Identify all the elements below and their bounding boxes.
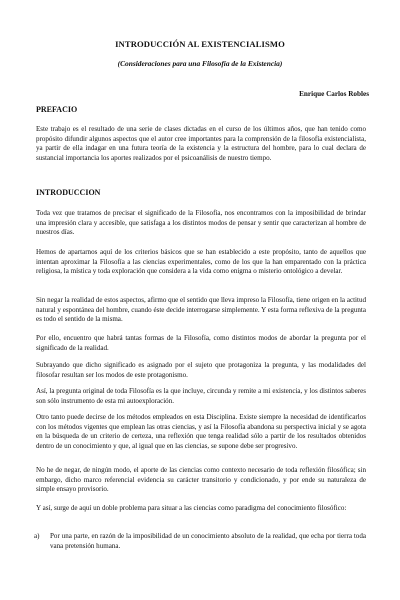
- introduccion-heading: INTRODUCCION: [36, 188, 101, 197]
- prefacio-paragraph: Este trabajo es el resultado de una serie de clases dictadas en el curso de los últimos años, que han tenido como propósito difundir algunos aspectos que el autor cree importantes para la comprensión de la filosofía existencialista, ya partir de ella indagar en una futura teoría de la existencia y la estructura del hombre, para lo cual declara de sustancial importancia los aportes realizados por el psicoanálisis de nuestro tiempo.: [36, 125, 366, 162]
- document-subtitle: (Consideraciones para una Filosofía de la Existencia): [117, 59, 283, 68]
- body-paragraph: No he de negar, de ningún modo, el aporte de las ciencias como contexto necesario de toda reflexión filosófica; sin embargo, dicho marco referencial evidencia su carácter transitorio y condicionado, y por ende su naturaleza de simple ensayo provisorio.: [36, 466, 366, 494]
- body-paragraph: Por ello, encuentro que habrá tantas formas de la Filosofía, como distintos modos de abordar la pregunta por el significado de la realidad.: [36, 334, 366, 352]
- body-paragraph: Así, la pregunta original de toda Filosofía es la que incluye, circunda y remite a mi existencia, y los distintos saberes son sólo instrumento de esta mi autoexploración.: [36, 387, 366, 405]
- list-item: [34, 532, 366, 551]
- list-item-text: Por una parte, en razón de la imposibilidad de un conocimiento absoluto de la realidad, que echa por tierra toda vana pretensión humana.: [50, 532, 366, 550]
- body-paragraph: Y así, surge de aquí un doble problema para situar a las ciencias como paradigma del conocimiento filosófico:: [36, 504, 347, 512]
- body-paragraph: Hemos de apartarnos aquí de los criterios básicos que se han establecido a este propósito, tanto de aquellos que intentan aproximar la Filosofía a las ciencias experimentales, como de los que la han emparentado con la práctica religiosa, la mística y toda exploración que considera a la vida como enigma o misterio ontológico a develar.: [36, 248, 366, 276]
- list-marker: a): [34, 532, 40, 540]
- author-name: Enrique Carlos Robles: [299, 90, 369, 98]
- body-paragraph: Otro tanto puede decirse de los métodos empleados en esta Disciplina. Existe siempre la necesidad de identificarlos con los métodos vigentes que emplean las otras ciencias, y así la Filosofía abandona su perspectiva inicial y se agota en la búsqueda de un criterio de certeza, una reflexión que tenga realidad sólo a partir de los resultados obtenidos dentro de un conocimiento y que, al igual que en las ciencias, se supone debe ser progresivo.: [36, 413, 366, 450]
- document-title: INTRODUCCIÓN AL EXISTENCIALISMO: [115, 39, 285, 49]
- body-paragraph: Toda vez que tratamos de precisar el significado de la Filosofía, nos encontramos con la imposibilidad de brindar una impresión clara y accesible, que satisfaga a los distintos modos de pensar y sentir que caracterizan al hombre de nuestros días.: [36, 209, 366, 237]
- body-paragraph: Sin negar la realidad de estos aspectos, afirmo que el sentido que lleva impreso la Filosofía, tiene origen en la actitud natural y espontánea del hombre, cuando éste decide interrogarse simplemente. Y esta forma reflexiva de la pregunta es todo el sentido de la misma.: [36, 296, 366, 324]
- body-paragraph: Subrayando que dicho significado es asignado por el sujeto que protagoniza la pregunta, y las modalidades del filosofar resultan ser los modos de este protagonismo.: [36, 361, 366, 379]
- prefacio-heading: PREFACIO: [36, 105, 78, 114]
